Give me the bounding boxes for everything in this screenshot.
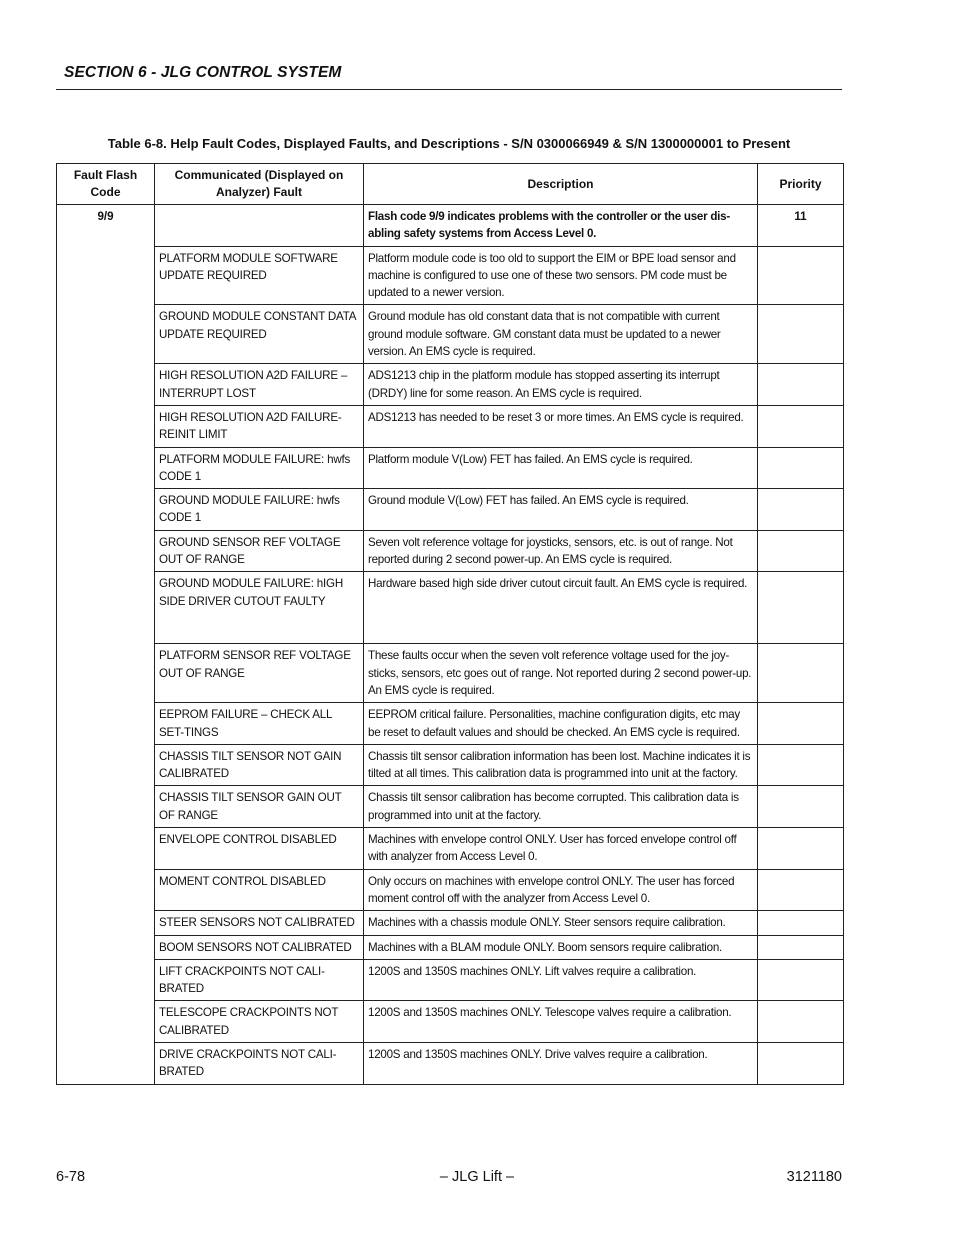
priority-cell — [758, 530, 844, 572]
fault-cell: TELESCOPE CRACKPOINTS NOT CALIBRATED — [155, 1001, 364, 1043]
table-caption: Table 6-8. Help Fault Codes, Displayed Faults, and Descriptions - S/N 0300066949 & S/N 1300000001 to Present — [107, 136, 791, 151]
priority-cell — [758, 786, 844, 828]
table-header-row — [57, 164, 844, 205]
description-cell: Platform module V(Low) FET has failed. An EMS cycle is required. — [364, 447, 758, 489]
description-cell: EEPROM critical failure. Personalities, machine configuration digits, etc may be reset to default values and should be checked. An EMS cycle is required. — [364, 703, 758, 745]
priority-cell — [758, 246, 844, 305]
priority-cell — [758, 1001, 844, 1043]
table-row — [57, 935, 844, 959]
description-cell: Machines with a chassis module ONLY. Steer sensors require calibration. — [364, 911, 758, 935]
table-row — [57, 246, 844, 305]
priority-cell — [758, 935, 844, 959]
fault-cell: CHASSIS TILT SENSOR GAIN OUT OF RANGE — [155, 786, 364, 828]
fault-cell: GROUND SENSOR REF VOLTAGE OUT OF RANGE — [155, 530, 364, 572]
table-row — [57, 959, 844, 1001]
table-row — [57, 489, 844, 531]
priority-cell — [758, 911, 844, 935]
description-cell: ADS1213 chip in the platform module has stopped asserting its interrupt (DRDY) line for some reason. An EMS cycle is required. — [364, 364, 758, 406]
priority-cell — [758, 959, 844, 1001]
priority-cell — [758, 869, 844, 911]
fault-cell: PLATFORM MODULE FAILURE: hwfs CODE 1 — [155, 447, 364, 489]
table-row — [57, 703, 844, 745]
description-cell: 1200S and 1350S machines ONLY. Lift valves require a calibration. — [364, 959, 758, 1001]
fault-cell: CHASSIS TILT SENSOR NOT GAIN CALIBRATED — [155, 744, 364, 786]
table-row — [57, 744, 844, 786]
column-header-priority: Priority — [758, 164, 844, 205]
priority-cell — [758, 828, 844, 870]
priority-cell — [758, 364, 844, 406]
fault-cell: HIGH RESOLUTION A2D FAILURE – INTERRUPT LOST — [155, 364, 364, 406]
table-row — [57, 447, 844, 489]
table-row — [57, 405, 844, 447]
fault-cell: BOOM SENSORS NOT CALIBRATED — [155, 935, 364, 959]
description-cell: Platform module code is too old to support the EIM or BPE load sensor and machine is configured to use one of these two sensors. PM code must be updated to a newer version. — [364, 246, 758, 305]
description-cell: 1200S and 1350S machines ONLY. Telescope valves require a calibration. — [364, 1001, 758, 1043]
description-cell: Chassis tilt sensor calibration information has been lost. Machine indicates it is tilted at all times. This calibration data is programmed into unit at the factory. — [364, 744, 758, 786]
flash-code-description-cell: Flash code 9/9 indicates problems with the controller or the user dis-abling safety systems from Access Level 0. — [364, 205, 758, 247]
table-row — [57, 364, 844, 406]
fault-cell: LIFT CRACKPOINTS NOT CALI-BRATED — [155, 959, 364, 1001]
table-row — [57, 644, 844, 703]
header-rule — [56, 89, 842, 90]
column-header-description: Description — [364, 164, 758, 205]
description-cell: These faults occur when the seven volt reference voltage used for the joy-sticks, sensors, etc goes out of range. Not reported during 2 second power-up. An EMS cycle is required. — [364, 644, 758, 703]
fault-cell: MOMENT CONTROL DISABLED — [155, 869, 364, 911]
footer-center-text: – JLG Lift – — [439, 1169, 515, 1185]
column-header-fault: Communicated (Displayed on Analyzer) Fault — [155, 164, 364, 205]
priority-cell — [758, 489, 844, 531]
description-cell: Only occurs on machines with envelope control ONLY. The user has forced moment control off with the analyzer from Access Level 0. — [364, 869, 758, 911]
table-row — [57, 530, 844, 572]
description-cell: 1200S and 1350S machines ONLY. Drive valves require a calibration. — [364, 1042, 758, 1084]
fault-cell: PLATFORM MODULE SOFTWARE UPDATE REQUIRED — [155, 246, 364, 305]
page-number: 6-78 — [56, 1169, 86, 1185]
table-row — [57, 572, 844, 644]
fault-codes-table — [56, 163, 844, 1085]
priority-cell — [758, 744, 844, 786]
description-cell: Machines with a BLAM module ONLY. Boom sensors require calibration. — [364, 935, 758, 959]
table-row — [57, 1001, 844, 1043]
flash-code-cell: 9/9 — [57, 205, 155, 1085]
priority-cell — [758, 305, 844, 364]
description-cell: Chassis tilt sensor calibration has become corrupted. This calibration data is programmed into unit at the factory. — [364, 786, 758, 828]
priority-cell — [758, 572, 844, 644]
fault-cell: DRIVE CRACKPOINTS NOT CALI-BRATED — [155, 1042, 364, 1084]
priority-cell — [758, 703, 844, 745]
description-cell: Seven volt reference voltage for joysticks, sensors, etc. is out of range. Not reported during 2 second power-up. An EMS cycle is required. — [364, 530, 758, 572]
table-row — [57, 828, 844, 870]
priority-cell: 11 — [758, 205, 844, 247]
fault-cell: GROUND MODULE FAILURE: hwfs CODE 1 — [155, 489, 364, 531]
description-cell: Machines with envelope control ONLY. User has forced envelope control off with analyzer from Access Level 0. — [364, 828, 758, 870]
table-row-flash-code — [57, 205, 844, 247]
fault-cell: PLATFORM SENSOR REF VOLTAGE OUT OF RANGE — [155, 644, 364, 703]
fault-cell: HIGH RESOLUTION A2D FAILURE-REINIT LIMIT — [155, 405, 364, 447]
document-number: 3121180 — [786, 1169, 842, 1185]
table-row — [57, 1042, 844, 1084]
column-header-code: Fault Flash Code — [57, 164, 155, 205]
priority-cell — [758, 405, 844, 447]
fault-cell — [155, 205, 364, 247]
description-cell: Hardware based high side driver cutout circuit fault. An EMS cycle is required. — [364, 572, 758, 644]
description-cell: ADS1213 has needed to be reset 3 or more times. An EMS cycle is required. — [364, 405, 758, 447]
priority-cell — [758, 644, 844, 703]
priority-cell — [758, 447, 844, 489]
fault-cell: GROUND MODULE CONSTANT DATA UPDATE REQUIRED — [155, 305, 364, 364]
fault-cell: ENVELOPE CONTROL DISABLED — [155, 828, 364, 870]
fault-cell: GROUND MODULE FAILURE: hIGH SIDE DRIVER CUTOUT FAULTY — [155, 572, 364, 644]
section-title: SECTION 6 - JLG CONTROL SYSTEM — [64, 64, 342, 81]
table-row — [57, 911, 844, 935]
fault-cell: STEER SENSORS NOT CALIBRATED — [155, 911, 364, 935]
priority-cell — [758, 1042, 844, 1084]
table-row — [57, 786, 844, 828]
description-cell: Ground module V(Low) FET has failed. An EMS cycle is required. — [364, 489, 758, 531]
fault-cell: EEPROM FAILURE – CHECK ALL SET-TINGS — [155, 703, 364, 745]
description-cell: Ground module has old constant data that is not compatible with current ground module software. GM constant data must be updated to a newer version. An EMS cycle is required. — [364, 305, 758, 364]
table-row — [57, 869, 844, 911]
table-row — [57, 305, 844, 364]
